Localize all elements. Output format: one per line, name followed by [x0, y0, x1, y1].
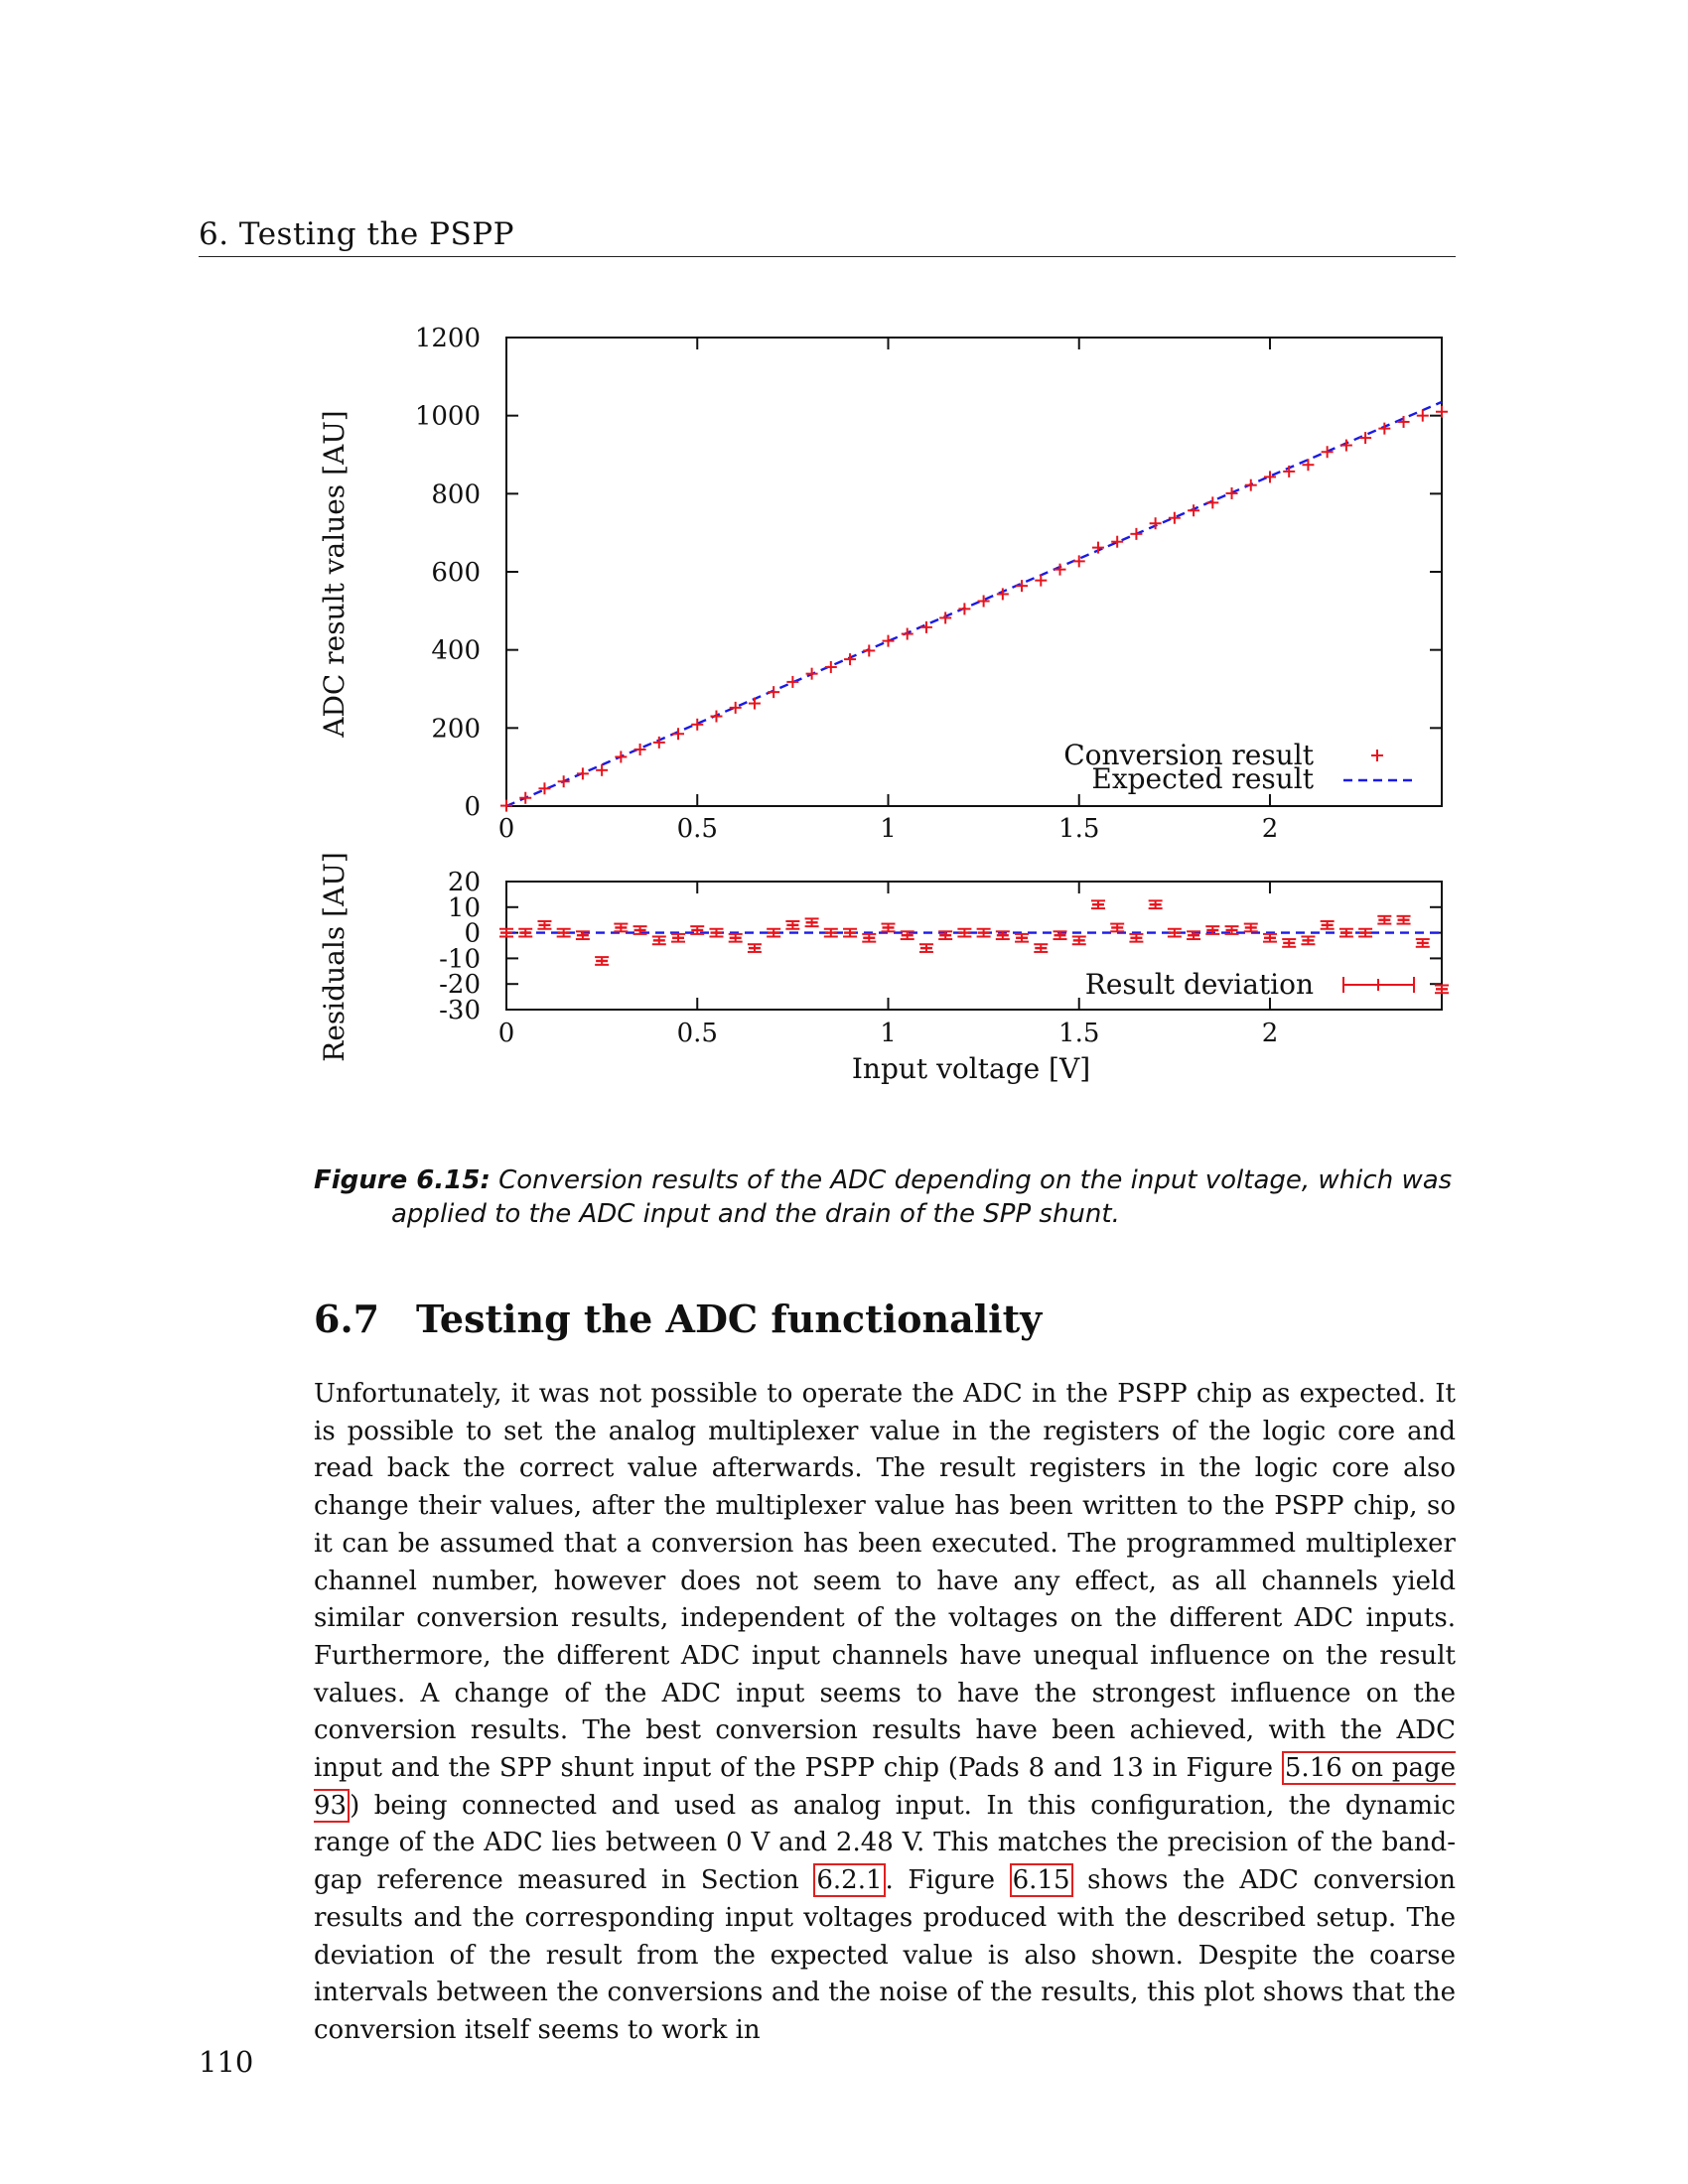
deviation-point — [1282, 939, 1296, 947]
deviation-point — [785, 921, 799, 929]
y-tick-label: 0 — [464, 918, 481, 949]
section-reference-link[interactable]: 6.2.1 — [813, 1863, 885, 1897]
deviation-point — [709, 929, 723, 937]
conversion-point — [1035, 575, 1047, 587]
deviation-point — [671, 934, 685, 942]
section-title: Testing the ADC functionality — [416, 1297, 1043, 1341]
body-paragraph — [314, 1376, 1456, 2050]
conversion-point — [863, 644, 875, 656]
deviation-point — [537, 921, 551, 929]
conversion-point — [710, 711, 722, 723]
conversion-point — [1130, 528, 1142, 540]
y-tick-label: 200 — [431, 714, 481, 745]
deviation-point — [1129, 934, 1143, 942]
section-number: 6.7 — [314, 1297, 380, 1341]
legend-conversion-label: Conversion result — [1063, 739, 1314, 771]
deviation-point — [1091, 900, 1105, 908]
conversion-point — [997, 588, 1009, 600]
body-text-part: Unfortunately, it was not possible to operate the ADC in the PSPP chip as expected. It is possible to set the analog multiplexer value in the registers of the logic core and read back the correct value afterwards. The result registers in the logic core also change their values, after the multiplexer value has been written to the PSPP chip, so it can be assumed that a conversion has been executed. The programmed multiplexer channel number, however does not seem to have any effect, as all channels yield similar conversion results, independent of the voltages on the different ADC inputs. Furthermore, the different ADC input channels have unequal influence on the result values. A change of the ADC input seems to have the strongest influence on the conversion results. The best conversion results have been achieved, with the ADC input and the SPP shunt input of the PSPP chip (Pads 8 and 13 in Figure — [314, 1379, 1456, 1784]
conversion-point — [558, 775, 570, 787]
deviation-point — [1339, 929, 1353, 937]
deviation-point — [1321, 921, 1335, 929]
conversion-point — [902, 628, 914, 640]
conversion-point — [1417, 410, 1429, 422]
deviation-point — [557, 929, 571, 937]
conversion-point — [1398, 416, 1410, 428]
conversion-point — [1111, 536, 1123, 548]
conversion-point — [1169, 512, 1181, 524]
body-text-part: . Figure — [885, 1865, 995, 1896]
deviation-point — [805, 918, 819, 926]
conversion-point — [958, 603, 970, 614]
caption-text: Conversion results of the ADC depending on the input voltage, which was applied to the ADC input and the drain of the SPP shunt. — [391, 1165, 1453, 1229]
figure-self-reference-link[interactable]: 6.15 — [1010, 1863, 1073, 1897]
x-tick-label: 1.5 — [1058, 1019, 1100, 1048]
deviation-point — [977, 929, 991, 937]
deviation-point — [881, 924, 895, 932]
deviation-point — [595, 957, 609, 965]
deviation-point — [748, 944, 762, 952]
legend-deviation-label: Result deviation — [1084, 968, 1314, 1001]
conversion-point — [1206, 496, 1218, 508]
x-axis-label: Input voltage [V] — [851, 1052, 1091, 1085]
conversion-point — [1016, 580, 1028, 592]
y-tick-label: 1000 — [414, 401, 481, 432]
deviation-point — [614, 924, 628, 932]
deviation-point — [1015, 934, 1029, 942]
deviation-point — [767, 929, 780, 937]
x-tick-label: 1 — [880, 814, 897, 844]
conversion-point — [691, 719, 703, 731]
legend-deviation-marker — [1343, 977, 1414, 993]
conversion-point — [786, 676, 798, 688]
deviation-point — [919, 944, 933, 952]
section-heading — [314, 1297, 1456, 1341]
y-tick-label: -10 — [439, 944, 481, 975]
deviation-point — [862, 934, 876, 942]
x-tick-label: 1 — [880, 1019, 897, 1048]
conversion-point — [749, 698, 761, 710]
conversion-point — [500, 800, 512, 812]
deviation-point — [1244, 924, 1258, 932]
x-tick-label: 2 — [1261, 814, 1279, 844]
top-y-axis-label: ADC result values [AU] — [318, 410, 351, 738]
deviation-point — [1358, 929, 1372, 937]
caption-label: Figure 6.15: — [314, 1165, 491, 1195]
deviation-point — [843, 929, 857, 937]
deviation-point — [1397, 916, 1411, 924]
x-tick-label: 0 — [497, 1019, 515, 1048]
y-tick-label: 800 — [431, 479, 481, 510]
conversion-point — [730, 702, 742, 714]
bottom-y-axis-label: Residuals [AU] — [318, 852, 351, 1062]
conversion-point — [768, 686, 779, 698]
deviation-point — [1168, 929, 1182, 937]
deviation-point — [652, 936, 666, 944]
deviation-point — [996, 931, 1010, 939]
bottom-plot-area — [439, 868, 1449, 1048]
conversion-point — [519, 792, 531, 804]
top-plot-frame — [506, 338, 1442, 806]
figure-caption — [314, 1163, 1456, 1231]
y-tick-label: -20 — [439, 970, 481, 1001]
conversion-point — [1322, 446, 1334, 458]
deviation-point — [518, 929, 532, 937]
deviation-point — [1034, 944, 1048, 952]
conversion-point — [1340, 440, 1352, 452]
y-tick-label: 400 — [431, 635, 481, 666]
y-tick-label: 600 — [431, 558, 481, 588]
y-tick-label: -30 — [439, 996, 481, 1025]
y-tick-label: 1200 — [414, 324, 481, 353]
y-tick-label: 0 — [464, 792, 481, 822]
running-header: 6. Testing the PSPP — [199, 216, 514, 252]
y-tick-label: 10 — [447, 892, 481, 923]
conversion-point — [596, 764, 608, 776]
legend-expected-label: Expected result — [1091, 762, 1314, 795]
deviation-point — [957, 929, 971, 937]
conversion-point — [882, 635, 894, 647]
conversion-point — [615, 751, 627, 762]
deviation-point — [1072, 936, 1086, 944]
page-number: 110 — [199, 2045, 254, 2079]
deviation-point — [1110, 924, 1124, 932]
body-text-part: shows the ADC conversion results and the corresponding input voltages produced with the described setup. The deviation of the result from the expected value is also shown. Despite the coarse intervals between the conversions and the noise of the results, this plot shows that the conversion itself seems to work in — [314, 1865, 1457, 2045]
x-tick-label: 0 — [497, 814, 515, 844]
x-tick-label: 2 — [1261, 1019, 1279, 1048]
deviation-point — [499, 929, 513, 937]
deviation-point — [1377, 916, 1391, 924]
figure-reference-link[interactable]: 5.16 on page 93 — [314, 1753, 1457, 1821]
conversion-point — [1264, 471, 1276, 482]
conversion-point — [577, 767, 589, 779]
deviation-point — [824, 929, 838, 937]
legend-conversion-marker — [1371, 750, 1383, 761]
x-tick-label: 0.5 — [676, 1019, 718, 1048]
body-text-part: ) being connected and used as analog input. In this configuration, the dynamic range of the ADC lies between 0 V and 2.48 V. This matches the precision of the band-gap reference measured in Section — [314, 1790, 1456, 1896]
conversion-point — [672, 728, 684, 740]
conversion-point — [1055, 564, 1066, 576]
deviation-point — [1416, 939, 1430, 947]
deviation-point — [729, 934, 743, 942]
deviation-point — [1301, 936, 1315, 944]
x-tick-label: 0.5 — [676, 814, 718, 844]
x-tick-label: 1.5 — [1058, 814, 1100, 844]
conversion-point — [1226, 487, 1238, 499]
deviation-point — [1263, 934, 1277, 942]
deviation-point — [1149, 900, 1163, 908]
conversion-point — [1092, 542, 1104, 554]
deviation-point — [1435, 985, 1449, 993]
conversion-point — [1245, 479, 1257, 491]
y-tick-label: 20 — [447, 868, 481, 897]
conversion-point — [806, 668, 818, 680]
